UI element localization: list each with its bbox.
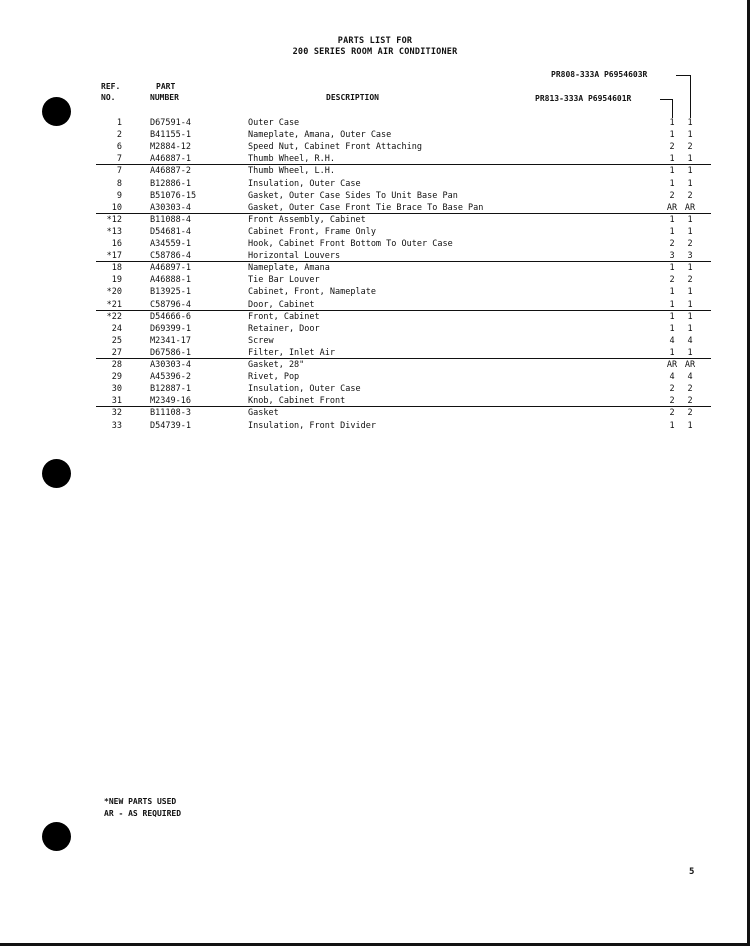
qty-model-2-cell: 1 [687,311,693,322]
qty-model-1-cell: 4 [669,372,675,383]
page-subtitle: 200 SERIES ROOM AIR CONDITIONER [292,47,458,57]
qty-model-1-cell: 1 [669,347,675,358]
qty-model-2-cell: 2 [687,396,693,407]
table-row [0,178,750,190]
description-cell: Horizontal Louvers [248,251,341,262]
description-cell: Outer Case [248,118,300,128]
qty-model-1-cell: 1 [669,130,675,141]
part-number-cell: A46888-1 [150,275,191,286]
qty-model-1-cell: 1 [669,287,675,298]
description-cell: Door, Cabinet [248,299,315,310]
qty-model-1-cell: 2 [669,239,675,249]
part-number-cell: C58796-4 [150,299,191,310]
ref-cell: *20 [106,287,122,298]
description-cell: Nameplate, Amana [248,263,330,274]
qty-model-1-cell: 1 [669,154,675,165]
table-row [0,262,750,274]
ref-cell: 1 [116,118,122,128]
table-row [0,141,750,153]
part-number-cell: B12886-1 [150,178,191,189]
description-cell: Thumb Wheel, R.H. [248,154,335,165]
part-number-cell: A46887-2 [150,166,191,177]
ref-cell: *21 [106,299,122,310]
ref-cell: 9 [116,190,122,201]
part-number-cell: D67586-1 [150,347,191,358]
table-row [0,226,750,238]
part-number-cell: A30303-4 [150,360,191,370]
qty-model-2-cell: 3 [687,251,693,262]
group-divider [96,164,711,165]
description-cell: Gasket, 28" [248,360,305,370]
qty-model-1-cell: AR [666,202,678,213]
qty-model-1-cell: 1 [669,178,675,189]
model-bracket-2 [660,99,673,118]
col-header-part-line2: NUMBER [150,93,179,102]
qty-model-2-cell: 2 [687,384,693,395]
part-number-cell: C58786-4 [150,251,191,262]
ref-cell: *17 [106,251,122,262]
col-header-ref-line1: REF. [101,82,121,91]
part-number-cell: M2341-17 [150,335,191,346]
ref-cell: 30 [111,384,122,395]
part-number-cell: A46887-1 [150,154,191,165]
description-cell: Gasket, Outer Case Sides To Unit Base Pan [248,190,458,201]
ref-cell: 7 [116,166,122,177]
ref-cell: *13 [106,226,122,237]
ref-cell: 8 [116,178,122,189]
table-row [0,274,750,286]
ref-cell: 29 [111,372,122,383]
qty-model-2-cell: 1 [687,226,693,237]
qty-model-2-cell: 4 [687,335,693,346]
qty-model-2-cell: 1 [687,420,693,431]
qty-model-1-cell: 1 [669,118,675,128]
qty-model-2-cell: 2 [687,239,693,249]
description-cell: Insulation, Front Divider [248,420,376,431]
qty-model-2-cell: 2 [687,275,693,286]
description-cell: Tie Bar Louver [248,275,320,286]
model-label-1: PR808-333A P6954603R [551,70,648,79]
page-number: 5 [689,867,695,877]
group-divider [96,261,711,262]
qty-model-2-cell: 2 [687,142,693,153]
description-cell: Retainer, Door [248,323,320,334]
qty-model-1-cell: 1 [669,226,675,237]
ref-cell: 7 [116,154,122,165]
footnote-new-parts: *NEW PARTS USED [104,797,177,806]
description-cell: Front Assembly, Cabinet [248,214,366,225]
description-cell: Cabinet, Front, Nameplate [248,287,376,298]
table-row [0,420,750,432]
part-number-cell: D54739-1 [150,420,191,431]
description-cell: Gasket [248,408,279,419]
qty-model-2-cell: 1 [687,154,693,165]
part-number-cell: D67591-4 [150,118,191,128]
punch-hole-middle [42,459,71,488]
description-cell: Insulation, Outer Case [248,178,361,189]
description-cell: Gasket, Outer Case Front Tie Brace To Base Pan [248,202,484,213]
qty-model-2-cell: AR [684,360,696,370]
qty-model-1-cell: 4 [669,335,675,346]
qty-model-1-cell: 2 [669,142,675,153]
table-row [0,383,750,395]
part-number-cell: A45396-2 [150,372,191,383]
table-row [0,359,750,371]
ref-cell: 33 [111,420,122,431]
group-divider [96,358,711,359]
table-row [0,190,750,202]
punch-hole-bottom [42,822,71,851]
qty-model-1-cell: 1 [669,420,675,431]
ref-cell: 32 [111,408,122,419]
col-header-ref [101,81,120,103]
part-number-cell: A46897-1 [150,263,191,274]
qty-model-1-cell: 2 [669,190,675,201]
table-row [0,129,750,141]
qty-model-2-cell: 2 [687,408,693,419]
ref-cell: 6 [116,142,122,153]
group-divider [96,213,711,214]
group-divider [96,310,711,311]
col-header-part [150,81,179,103]
ref-cell: 2 [116,130,122,141]
table-row [0,407,750,419]
part-number-cell: D54666-6 [150,311,191,322]
model-bracket-1 [676,75,691,118]
description-cell: Hook, Cabinet Front Bottom To Outer Case [248,239,453,249]
qty-model-1-cell: AR [666,360,678,370]
description-cell: Speed Nut, Cabinet Front Attaching [248,142,422,153]
qty-model-1-cell: 2 [669,408,675,419]
table-row [0,238,750,250]
qty-model-2-cell: 4 [687,372,693,383]
ref-cell: *12 [106,214,122,225]
description-cell: Filter, Inlet Air [248,347,335,358]
qty-model-1-cell: 1 [669,299,675,310]
ref-cell: 25 [111,335,122,346]
qty-model-1-cell: 2 [669,275,675,286]
qty-model-2-cell: 1 [687,299,693,310]
qty-model-1-cell: 1 [669,323,675,334]
ref-cell: 24 [111,323,122,334]
col-header-ref-line2: NO. [101,93,116,102]
qty-model-2-cell: 1 [687,323,693,334]
table-row [0,214,750,226]
part-number-cell: M2884-12 [150,142,191,153]
model-label-2: PR813-333A P6954601R [535,94,632,103]
qty-model-1-cell: 3 [669,251,675,262]
ref-cell: 28 [111,360,122,370]
qty-model-1-cell: 1 [669,263,675,274]
table-row [0,371,750,383]
part-number-cell: D69399-1 [150,323,191,334]
part-number-cell: A34559-1 [150,239,191,249]
table-row [0,117,750,129]
qty-model-1-cell: 2 [669,384,675,395]
ref-cell: 27 [111,347,122,358]
qty-model-1-cell: 1 [669,214,675,225]
part-number-cell: D54681-4 [150,226,191,237]
description-cell: Nameplate, Amana, Outer Case [248,130,392,141]
ref-cell: 18 [111,263,122,274]
part-number-cell: B11108-3 [150,408,191,419]
ref-cell: 16 [111,239,122,249]
qty-model-2-cell: 1 [687,118,693,128]
qty-model-2-cell: 1 [687,263,693,274]
description-cell: Knob, Cabinet Front [248,396,346,407]
ref-cell: *22 [106,311,122,322]
qty-model-2-cell: 1 [687,166,693,177]
ref-cell: 10 [111,202,122,213]
description-cell: Rivet, Pop [248,372,300,383]
description-cell: Insulation, Outer Case [248,384,361,395]
part-number-cell: B51076-15 [150,190,197,201]
part-number-cell: B12887-1 [150,384,191,395]
ref-cell: 31 [111,396,122,407]
part-number-cell: B11088-4 [150,214,191,225]
part-number-cell: M2349-16 [150,396,191,407]
description-cell: Screw [248,335,274,346]
part-number-cell: A30303-4 [150,202,191,213]
col-header-description: DESCRIPTION [326,93,379,102]
table-row [0,286,750,298]
ref-cell: 19 [111,275,122,286]
qty-model-1-cell: 1 [669,166,675,177]
qty-model-2-cell: 1 [687,178,693,189]
page-title: PARTS LIST FOR [337,36,413,46]
qty-model-1-cell: 2 [669,396,675,407]
description-cell: Cabinet Front, Frame Only [248,226,376,237]
col-header-part-line1: PART [156,82,176,91]
qty-model-2-cell: 1 [687,347,693,358]
qty-model-2-cell: 2 [687,190,693,201]
part-number-cell: B41155-1 [150,130,191,141]
table-row [0,335,750,347]
footnote-as-required: AR - AS REQUIRED [104,809,182,818]
qty-model-2-cell: AR [684,202,696,213]
table-row [0,323,750,335]
table-row [0,165,750,177]
qty-model-2-cell: 1 [687,130,693,141]
qty-model-2-cell: 1 [687,214,693,225]
description-cell: Front, Cabinet [248,311,320,322]
qty-model-1-cell: 1 [669,311,675,322]
table-row [0,311,750,323]
group-divider [96,406,711,407]
part-number-cell: B13925-1 [150,287,191,298]
description-cell: Thumb Wheel, L.H. [248,166,335,177]
qty-model-2-cell: 1 [687,287,693,298]
